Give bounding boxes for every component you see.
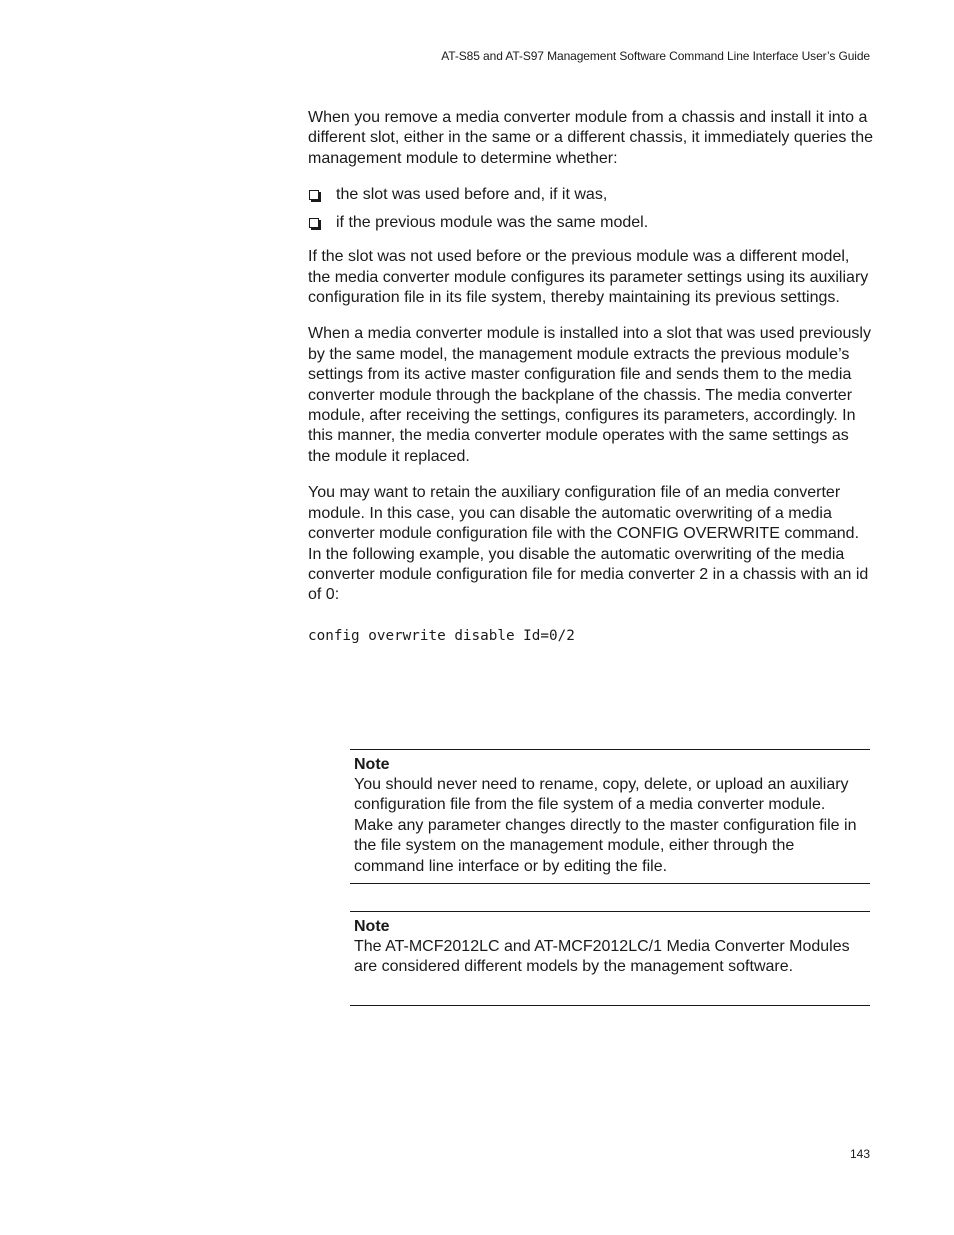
retain-config-paragraph: You may want to retain the auxiliary configuration file of an media converter module. In this case, you can disable the automatic overwriting of a media converter module configuration file with the CONFIG OVERWRITE command. In the following example, you disable the automatic overwriting of the media converter module configuration file for media converter 2 in a chassis with an id of 0: xyxy=(308,484,869,604)
intro-paragraph: When you remove a media converter module from a chassis and install it into a different slot, either in the same or a different chassis, it immediately queries the management module to determine whether: xyxy=(308,109,874,167)
note-box xyxy=(350,749,870,884)
main-content xyxy=(308,108,874,646)
slot-not-used-paragraph: If the slot was not used before or the previous module was a different model, the media converter module configures its parameter settings using its auxiliary configuration file in its file system, thereby maintaining its previous settings. xyxy=(308,248,869,307)
note-text: The AT-MCF2012LC and AT-MCF2012LC/1 Media Converter Modules are considered different models by the management software. xyxy=(354,938,850,976)
list-item xyxy=(308,185,874,205)
checkbox-bullet-icon xyxy=(309,190,319,200)
note-text: You should never need to rename, copy, delete, or upload an auxiliary configuration file from the file system of a media converter module. Make any parameter changes directly to the master configuration file in the file system on the management module, either through the command line interface or by editing the file. xyxy=(354,776,857,875)
note-box xyxy=(350,911,870,1006)
running-header: AT-S85 and AT-S97 Management Software Command Line Interface User’s Guide xyxy=(441,49,870,63)
list-item xyxy=(308,213,874,233)
list-item-text: the slot was used before and, if it was, xyxy=(336,186,608,204)
list-item-text: if the previous module was the same model. xyxy=(336,214,649,232)
note-title: Note xyxy=(354,756,390,773)
checkbox-bullet-icon xyxy=(309,218,319,228)
bullet-list xyxy=(308,185,874,233)
note-title: Note xyxy=(354,918,390,935)
same-model-paragraph: When a media converter module is installed into a slot that was used previously by the same model, the management module extracts the previous module’s settings from its active master configuration file and sends them to the media converter module through the backplane of the chassis. The media converter module, after receiving the settings, configures its parameters, accordingly. In this manner, the media converter module operates with the same settings as the module it replaced. xyxy=(308,325,871,465)
page-number: 143 xyxy=(849,1147,870,1161)
command-example: config overwrite disable Id=0/2 xyxy=(308,627,575,644)
